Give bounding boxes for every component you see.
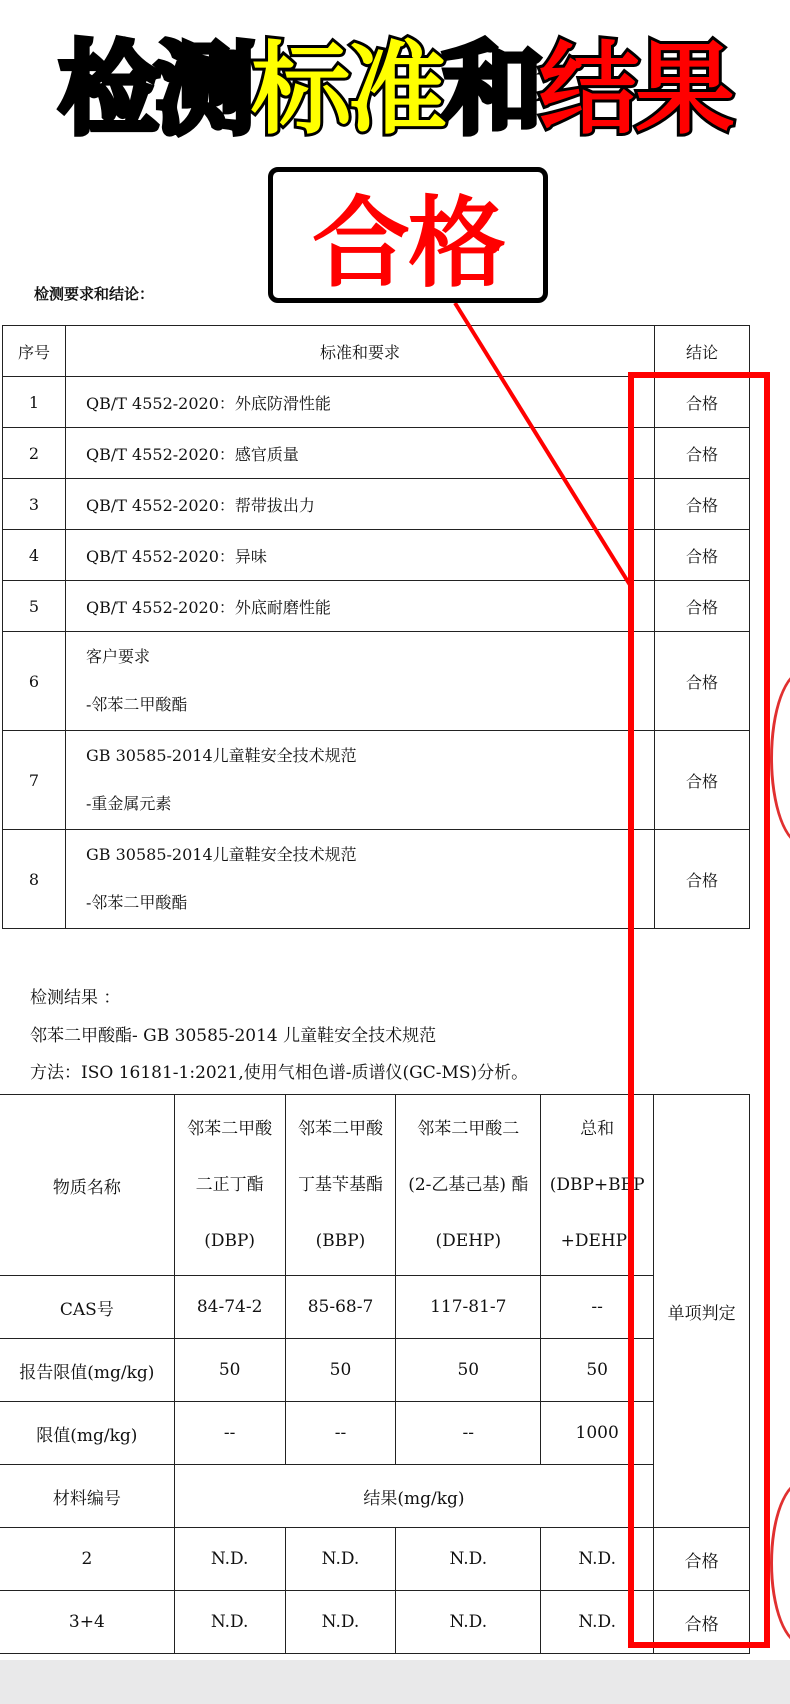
header-judgement: 单项判定: [654, 1095, 750, 1528]
table-header-row: [3, 326, 750, 377]
row-standard: QB/T 4552-2020：异味: [66, 530, 655, 581]
title-part-4: 结果: [539, 31, 731, 148]
cell: N.D.: [396, 1528, 541, 1591]
row-num: 7: [3, 731, 66, 830]
title-part-1: 检测: [59, 31, 251, 148]
cell: N.D.: [285, 1591, 396, 1654]
title-part-2: 标准: [251, 31, 443, 148]
sample-judgement: 合格: [654, 1591, 750, 1654]
row-num: 2: [3, 428, 66, 479]
cell: N.D.: [396, 1591, 541, 1654]
cell: N.D.: [174, 1591, 285, 1654]
row-label: 报告限值(mg/kg): [0, 1339, 174, 1402]
row-num: 5: [3, 581, 66, 632]
stamp-seal-bottom: [770, 1480, 790, 1646]
title-part-3: 和: [443, 31, 539, 148]
sample-id: 2: [0, 1528, 174, 1591]
row-standard-line2: -邻苯二甲酸酯: [86, 695, 188, 714]
row-result: 合格: [655, 581, 750, 632]
header-bbp: 邻苯二甲酸 丁基苄基酯 (BBP): [285, 1095, 396, 1276]
row-num: 8: [3, 830, 66, 929]
row-label: 限值(mg/kg): [0, 1402, 174, 1465]
results-method-line: 方法：ISO 16181-1:2021,使用气相色谱-质谱仪(GC-MS)分析。: [30, 1063, 529, 1083]
bottom-gray-band: [0, 1660, 790, 1704]
row-standard-line1: GB 30585-2014儿童鞋安全技术规范: [86, 845, 357, 864]
results-standard-line: 邻苯二甲酸酯- GB 30585-2014 儿童鞋安全技术规范: [30, 1026, 437, 1046]
row-result: 合格: [655, 428, 750, 479]
cell: 1000: [541, 1402, 654, 1465]
row-result: 合格: [655, 632, 750, 731]
row-standard: [66, 632, 655, 731]
row-result: 合格: [655, 377, 750, 428]
requirements-heading: 检测要求和结论：: [34, 285, 155, 303]
cell: 84-74-2: [174, 1276, 285, 1339]
row-num: 3: [3, 479, 66, 530]
row-standard: [66, 830, 655, 929]
cell: 50: [285, 1339, 396, 1402]
cell: 117-81-7: [396, 1276, 541, 1339]
row-standard: QB/T 4552-2020：外底防滑性能: [66, 377, 655, 428]
sample-judgement: 合格: [654, 1528, 750, 1591]
results-heading: 检测结果 ：: [30, 988, 121, 1008]
header-substance-name: 物质名称: [0, 1095, 174, 1276]
pass-badge: 合格: [268, 167, 548, 303]
header-sum: 总和 (DBP+BBP +DEHP): [541, 1095, 654, 1276]
page-title: [0, 30, 790, 150]
header-dbp: 邻苯二甲酸 二正丁酯 (DBP): [174, 1095, 285, 1276]
highlight-box: [628, 372, 770, 1648]
cell: 85-68-7: [285, 1276, 396, 1339]
row-result: 合格: [655, 731, 750, 830]
header-num: 序号: [3, 326, 66, 377]
material-label: 材料编号: [0, 1465, 174, 1528]
row-num: 4: [3, 530, 66, 581]
cell: --: [285, 1402, 396, 1465]
row-standard: QB/T 4552-2020：感官质量: [66, 428, 655, 479]
header-standard: 标准和要求: [66, 326, 655, 377]
cell: 50: [541, 1339, 654, 1402]
cell: 50: [174, 1339, 285, 1402]
row-standard: QB/T 4552-2020：外底耐磨性能: [66, 581, 655, 632]
stamp-seal-top: [770, 670, 790, 846]
cell: N.D.: [541, 1591, 654, 1654]
header-dehp: 邻苯二甲酸二 (2-乙基己基) 酯 (DEHP): [396, 1095, 541, 1276]
cell: --: [174, 1402, 285, 1465]
row-result: 合格: [655, 479, 750, 530]
row-num: 1: [3, 377, 66, 428]
row-label: CAS号: [0, 1276, 174, 1339]
row-standard-line1: 客户要求: [86, 647, 151, 666]
cell: --: [396, 1402, 541, 1465]
cell: N.D.: [285, 1528, 396, 1591]
row-standard-line1: GB 30585-2014儿童鞋安全技术规范: [86, 746, 357, 765]
row-result: 合格: [655, 530, 750, 581]
row-standard: QB/T 4552-2020：帮带拔出力: [66, 479, 655, 530]
row-standard-line2: -重金属元素: [86, 794, 172, 813]
cell: N.D.: [541, 1528, 654, 1591]
row-standard: [66, 731, 655, 830]
cell: --: [541, 1276, 654, 1339]
cell: 50: [396, 1339, 541, 1402]
result-unit-label: 结果(mg/kg): [174, 1465, 653, 1528]
header-result: 结论: [655, 326, 750, 377]
row-num: 6: [3, 632, 66, 731]
row-standard-line2: -邻苯二甲酸酯: [86, 893, 188, 912]
row-result: 合格: [655, 830, 750, 929]
cell: N.D.: [174, 1528, 285, 1591]
sample-id: 3+4: [0, 1591, 174, 1654]
